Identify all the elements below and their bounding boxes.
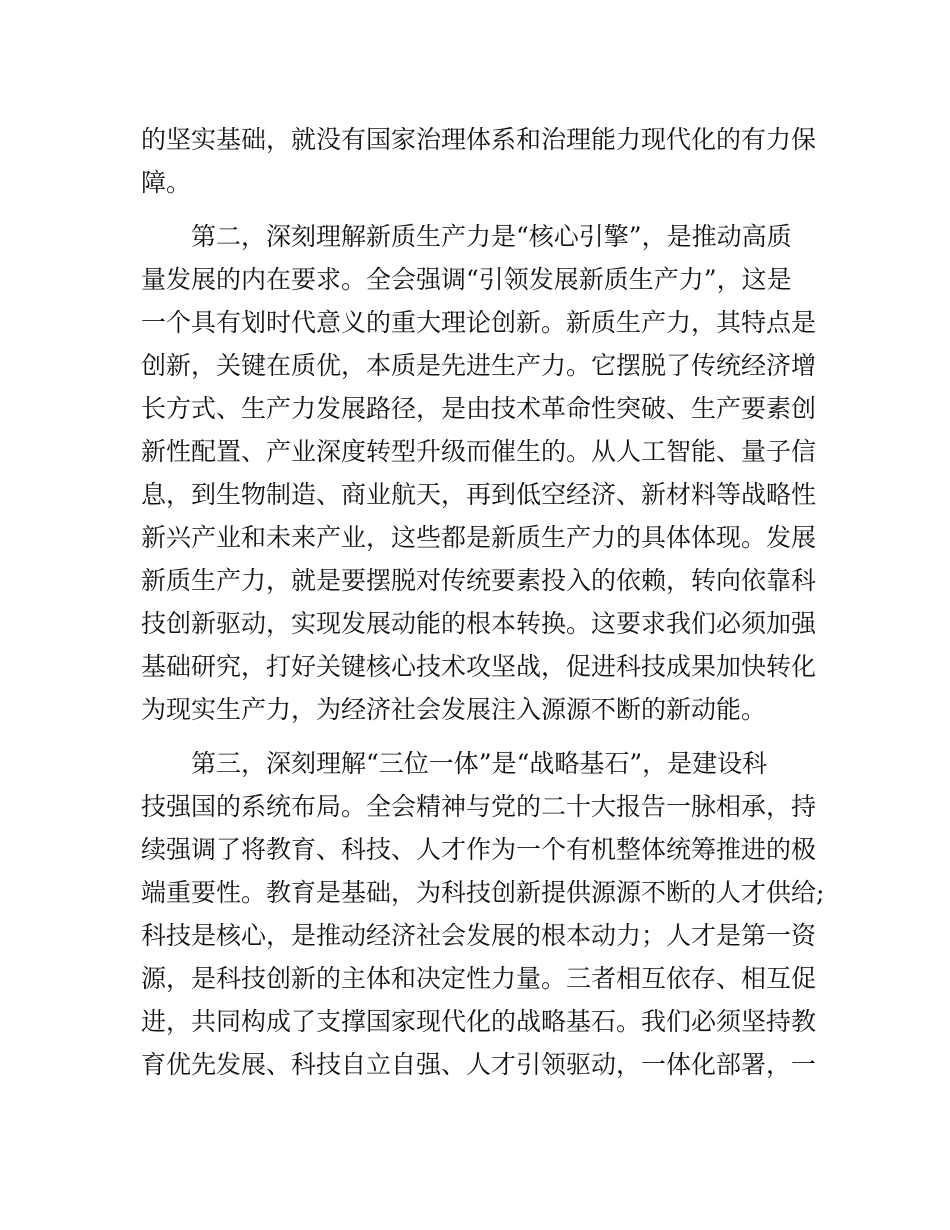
text-line: 基础研究，打好关键核心技术攻坚战，促进科技成果加快转化	[141, 652, 817, 681]
text-line: 技强国的系统布局。全会精神与党的二十大报告一脉相承，持	[141, 792, 817, 821]
text-line: 育优先发展、科技自立自强、人才引领驱动，一体化部署，一	[141, 1050, 817, 1079]
text-line: 量发展的内在要求。全会强调“引领发展新质生产力”，这是	[141, 265, 792, 294]
text-line: 科技是核心，是推动经济社会发展的根本动力；人才是第一资	[141, 921, 817, 950]
paragraph-1	[141, 118, 817, 204]
text-line: 第三，深刻理解“三位一体”是“战略基石”，是建设科	[141, 749, 768, 778]
text-line: 进，共同构成了支撑国家现代化的战略基石。我们必须坚持教	[141, 1007, 817, 1036]
text-line: 新质生产力，就是要摆脱对传统要素投入的依赖，转向依靠科	[141, 566, 817, 595]
text-line: 创新，关键在质优，本质是先进生产力。它摆脱了传统经济增	[141, 351, 817, 380]
text-line: 新性配置、产业深度转型升级而催生的。从人工智能、量子信	[141, 437, 817, 466]
text-line: 为现实生产力，为经济社会发展注入源源不断的新动能。	[141, 695, 767, 724]
paragraph-3	[141, 742, 825, 1086]
text-line: 端重要性。教育是基础，为科技创新提供源源不断的人才供给;	[141, 878, 825, 907]
text-line: 技创新驱动，实现发展动能的根本转换。这要求我们必须加强	[141, 609, 817, 638]
document-body	[141, 118, 825, 1086]
text-line: 一个具有划时代意义的重大理论创新。新质生产力，其特点是	[141, 308, 817, 337]
paragraph-2	[141, 215, 817, 731]
text-line: 障。	[141, 168, 192, 197]
text-line: 第二，深刻理解新质生产力是“核心引擎”，是推动高质	[141, 222, 792, 251]
text-line: 长方式、生产力发展路径，是由技术革命性突破、生产要素创	[141, 394, 817, 423]
text-line: 新兴产业和未来产业，这些都是新质生产力的具体体现。发展	[141, 523, 817, 552]
text-line: 续强调了将教育、科技、人才作为一个有机整体统筹推进的极	[141, 835, 817, 864]
text-line: 息，到生物制造、商业航天，再到低空经济、新材料等战略性	[141, 480, 817, 509]
text-line: 源，是科技创新的主体和决定性力量。三者相互依存、相互促	[141, 964, 817, 993]
text-line: 的坚实基础，就没有国家治理体系和治理能力现代化的有力保	[141, 125, 817, 154]
